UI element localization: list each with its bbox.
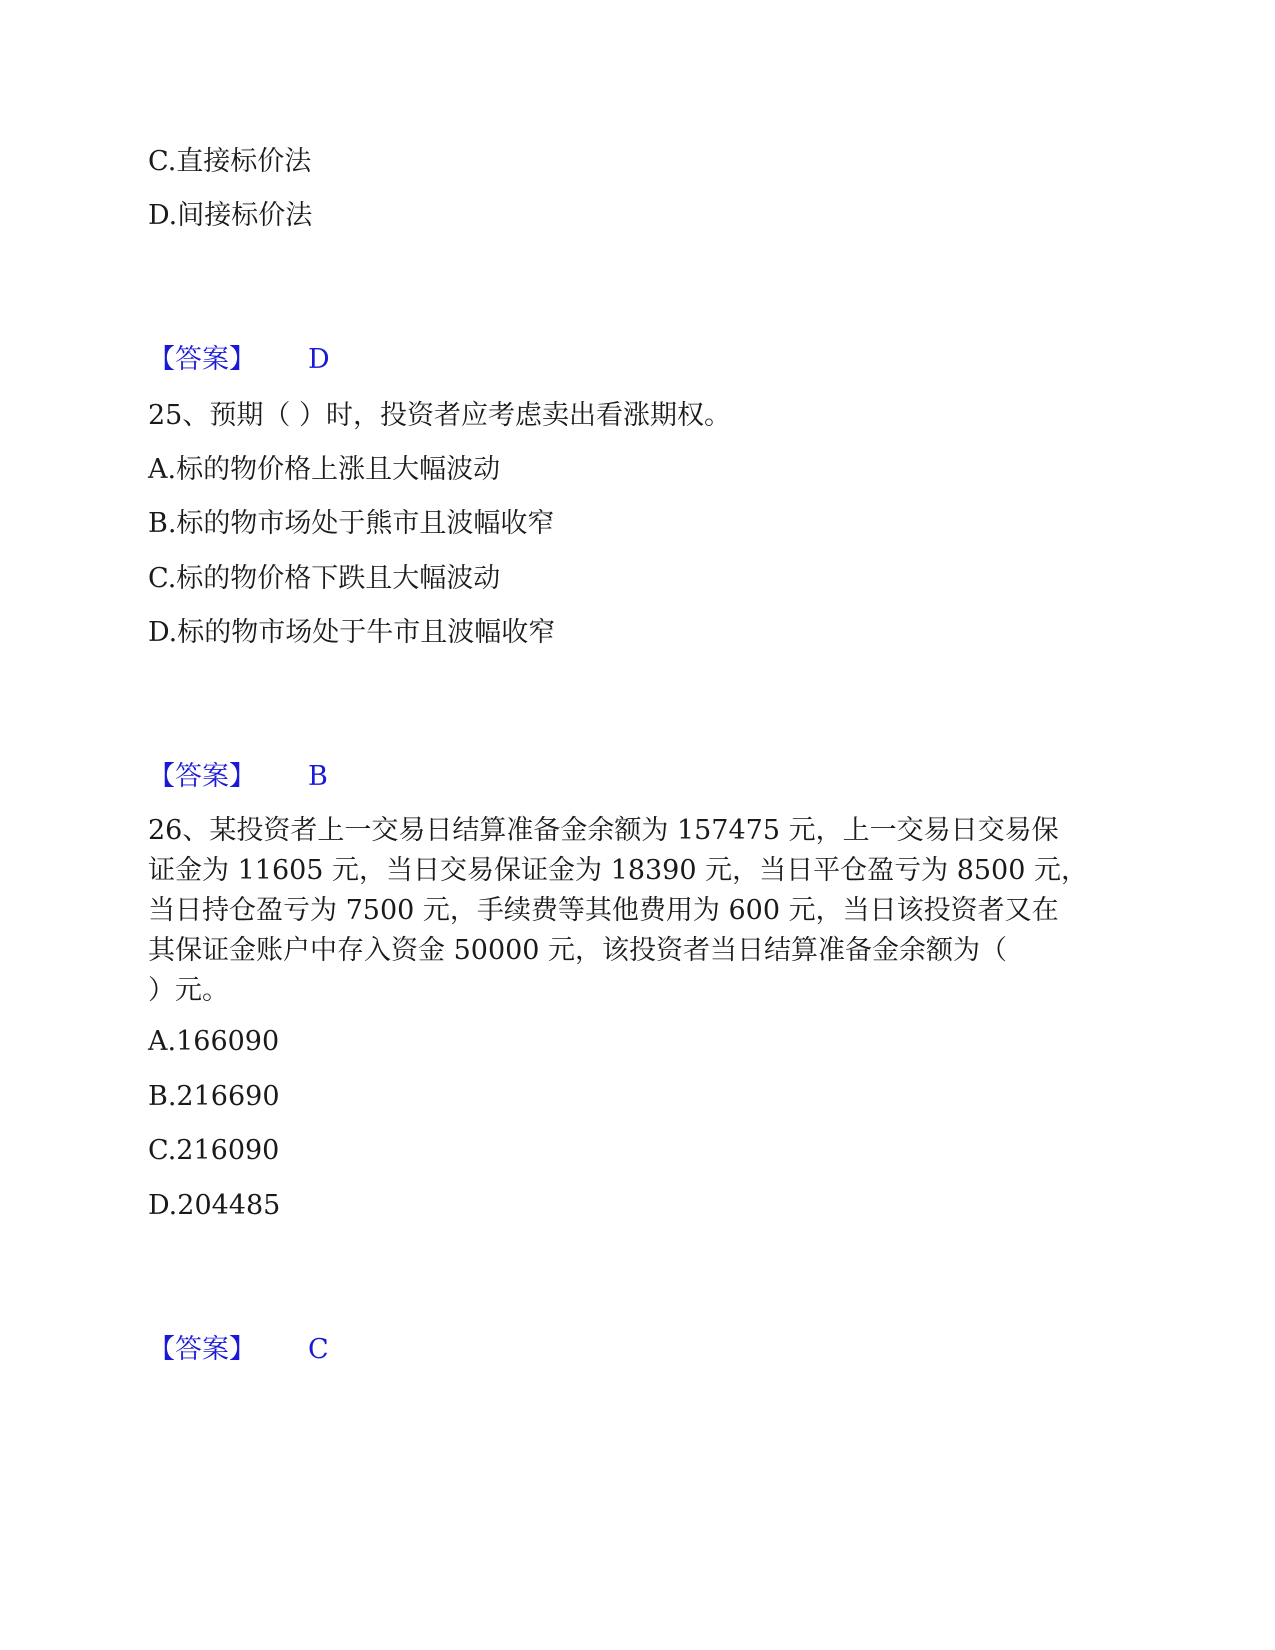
q24-answer xyxy=(148,340,548,380)
q25-option-a: A.标的物价格上涨且大幅波动 xyxy=(148,454,501,485)
answer-value: D xyxy=(308,344,330,375)
answer-label: 【答案】 xyxy=(148,761,256,792)
q26-option-a: A.166090 xyxy=(148,1026,280,1057)
q25-stem: 25、预期（ ）时，投资者应考虑卖出看涨期权。 xyxy=(148,400,731,431)
q25-answer xyxy=(148,757,548,797)
q26-answer xyxy=(148,1330,548,1370)
q25-option-d: D.标的物市场处于牛市且波幅收窄 xyxy=(148,617,556,648)
q26-stem-line: 当日持仓盈亏为 7500 元，手续费等其他费用为 600 元，当日该投资者又在 xyxy=(148,895,1059,926)
answer-label: 【答案】 xyxy=(148,344,256,375)
q26-stem-line: 证金为 11605 元，当日交易保证金为 18390 元，当日平仓盈亏为 8500 元， xyxy=(148,855,1088,886)
q24-option-c: C.直接标价法 xyxy=(148,146,312,177)
q26-option-b: B.216690 xyxy=(148,1081,280,1112)
answer-label: 【答案】 xyxy=(148,1334,256,1365)
q26-stem-line: 其保证金账户中存入资金 50000 元，该投资者当日结算准备金余额为（ xyxy=(148,935,1008,966)
q26-option-d: D.204485 xyxy=(148,1190,281,1221)
q26-stem-line: 26、某投资者上一交易日结算准备金余额为 157475 元，上一交易日交易保 xyxy=(148,815,1059,846)
q26-stem xyxy=(148,811,1108,1011)
q26-stem-line: ）元。 xyxy=(148,975,229,1006)
q24-option-d: D.间接标价法 xyxy=(148,200,313,231)
q25-option-b: B.标的物市场处于熊市且波幅收窄 xyxy=(148,508,555,539)
answer-value: B xyxy=(308,761,328,792)
answer-value: C xyxy=(308,1334,329,1365)
q25-option-c: C.标的物价格下跌且大幅波动 xyxy=(148,563,501,594)
q26-option-c: C.216090 xyxy=(148,1135,280,1166)
